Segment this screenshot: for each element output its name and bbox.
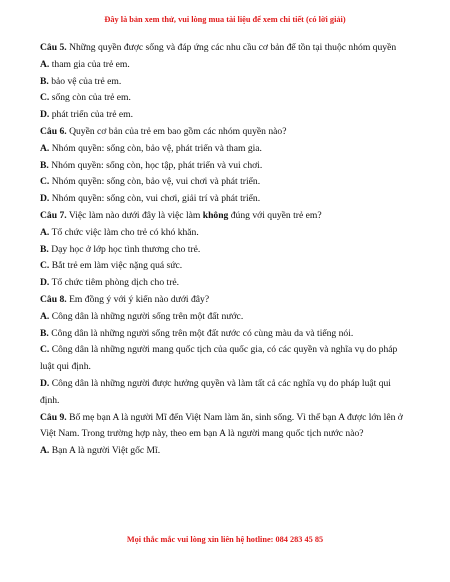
option-d: D. phát triển của trẻ em. <box>40 109 133 121</box>
option-c: C. Bắt trẻ em làm việc nặng quá sức. <box>40 260 183 272</box>
question-7 <box>40 208 412 225</box>
option-a: A. Nhóm quyền: sống còn, bảo vệ, phát triển và tham gia. <box>40 142 262 154</box>
option-d: D. Tổ chức tiêm phòng dịch cho trẻ. <box>40 277 180 289</box>
question-list <box>40 40 412 460</box>
emphasis-text: không <box>202 209 229 221</box>
option-a: A. Tổ chức việc làm cho trẻ có khó khăn. <box>40 226 199 238</box>
option-c: C. Nhóm quyền: sống còn, bảo vệ, vui chơi và phát triển. <box>40 176 261 188</box>
question-label: Câu 7. <box>40 209 67 221</box>
question-text: Quyền cơ bản của trẻ em bao gồm các nhóm quyền nào? <box>69 125 287 137</box>
question-text: Em đồng ý với ý kiến nào dưới đây? <box>69 293 210 305</box>
option-b: B. Nhóm quyền: sống còn, học tập, phát triển và vui chơi. <box>40 159 263 171</box>
option-a: A. Bạn A là người Việt gốc Mĩ. <box>40 445 161 457</box>
option-c: C. sống còn của trẻ em. <box>40 92 131 104</box>
option-d: D. Công dân là những người được hưởng quyền và làm tất cả các nghĩa vụ do pháp luật qui định. <box>40 377 391 406</box>
hotline-notice: Mọi thắc mắc vui lòng xin liên hệ hotline: 084 283 45 85 <box>126 535 324 544</box>
option-b: B. bảo vệ của trẻ em. <box>40 75 122 87</box>
option-b: B. Dạy học ở lớp học tình thương cho trẻ. <box>40 243 201 255</box>
option-c: C. Công dân là những người mang quốc tịch của quốc gia, có các quyền và nghĩa vụ do pháp luật qui định. <box>40 344 398 373</box>
question-6 <box>40 124 412 141</box>
question-label: Câu 5. <box>40 42 67 53</box>
question-label: Câu 9. <box>40 411 67 423</box>
preview-notice: Đây là bản xem thử, vui lòng mua tài liệu để xem chi tiết (có lời giải) <box>104 15 346 24</box>
question-9 <box>40 410 412 444</box>
option-a: A. tham gia của trẻ em. <box>40 58 130 70</box>
question-text-end: đúng với quyền trẻ em? <box>230 209 322 221</box>
option-d: D. Nhóm quyền: sống còn, vui chơi, giải trí và phát triển. <box>40 193 261 205</box>
question-label: Câu 8. <box>40 293 67 305</box>
option-a: A. Công dân là những người sống trên một đất nước. <box>40 310 244 322</box>
option-b: B. Công dân là những người sống trên một đất nước có cùng màu da và tiếng nói. <box>40 327 354 339</box>
question-text: Bố mẹ bạn A là người Mĩ đến Việt Nam làm ăn, sinh sống. Vì thế bạn A được lớn lên ở Việt Nam. Trong trường hợp này, theo em bạn A là người mang quốc tịch nước nào? <box>40 411 403 440</box>
question-5 <box>40 40 412 57</box>
question-text: Những quyền được sống và đáp ứng các nhu cầu cơ bản để tồn tại thuộc nhóm quyền <box>69 42 397 53</box>
question-label: Câu 6. <box>40 125 67 137</box>
question-text: Việc làm nào dưới đây là việc làm <box>68 209 201 221</box>
question-8 <box>40 292 412 309</box>
